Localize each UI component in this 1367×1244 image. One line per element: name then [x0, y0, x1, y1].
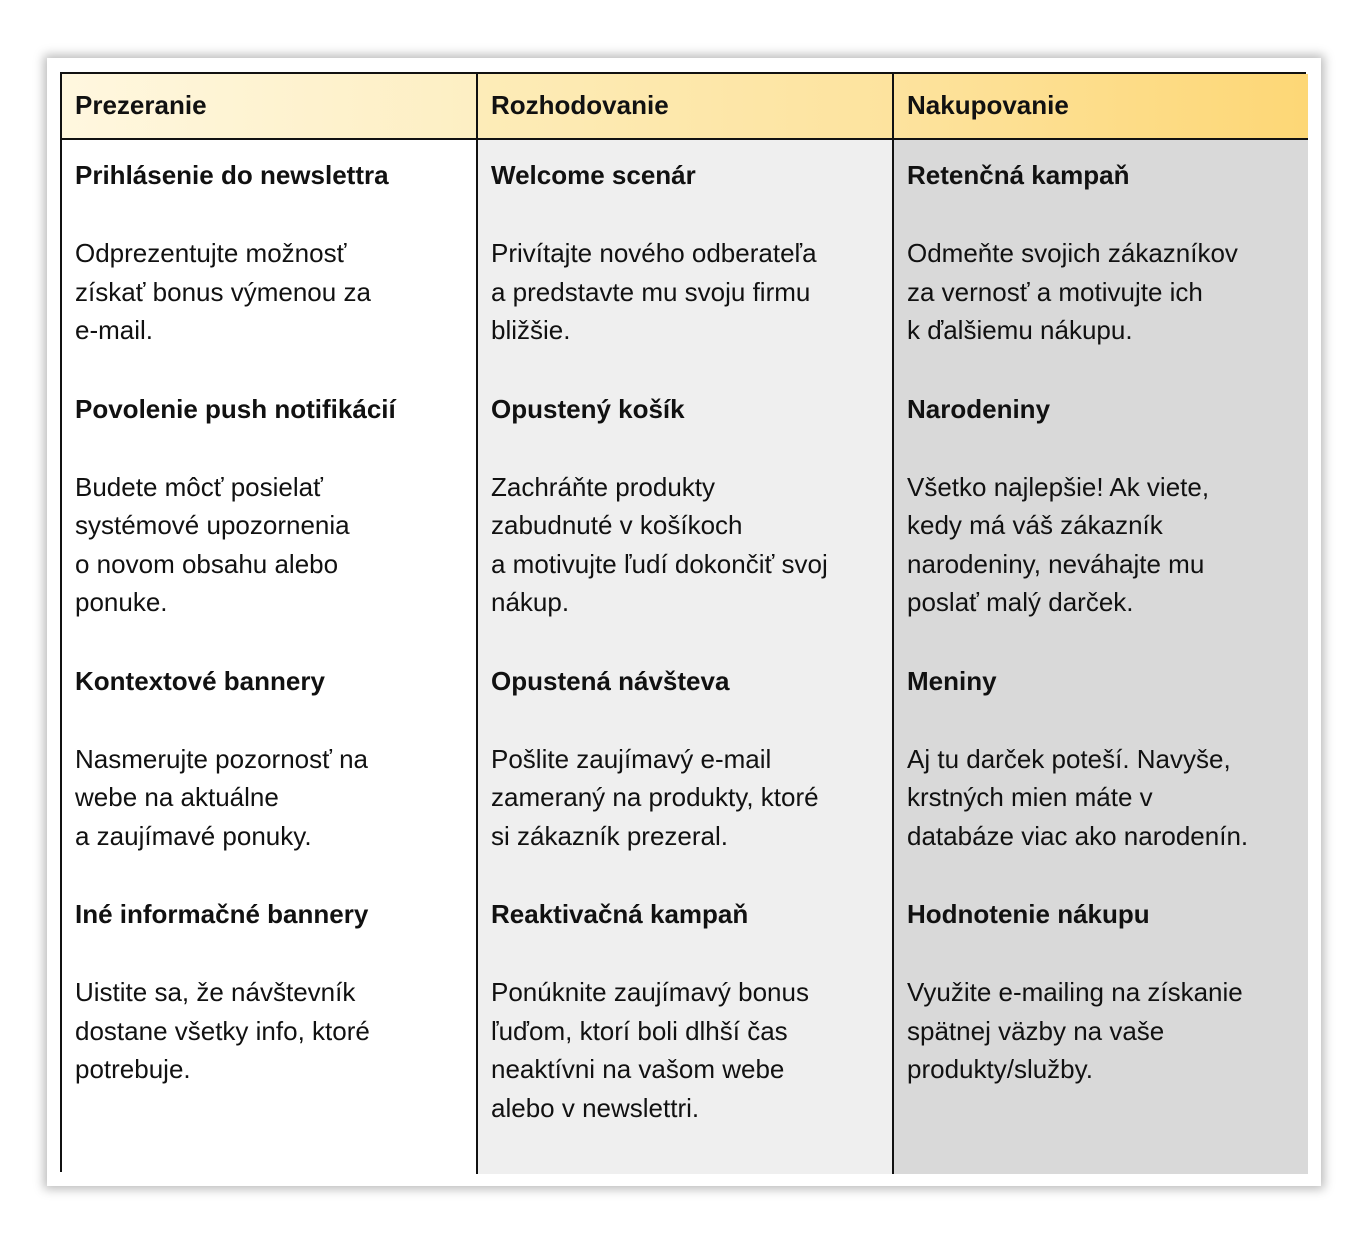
item-description: Ponúknite zaujímavý bonus ľuďom, ktorí boli dlhší čas neaktívni na vašom webe alebo v newslettri.: [491, 977, 809, 1123]
column-body-rozhodovanie: [478, 140, 894, 1174]
item-description: Využite e-mailing na získanie spätnej väzby na vaše produkty/služby.: [907, 977, 1243, 1084]
column-header-prezeranie: Prezeranie: [62, 74, 478, 140]
item-title: Retenčná kampaň: [907, 160, 1130, 190]
item-description: Zachráňte produkty zabudnuté v košíkoch a motivujte ľudí dokončiť svoj nákup.: [491, 471, 828, 617]
item-title: Reaktivačná kampaň: [491, 899, 749, 929]
item-description: Nasmerujte pozornosť na webe na aktuálne a zaujímavé ponuky.: [75, 743, 369, 851]
customer-journey-table: [60, 72, 1306, 1172]
item-description: Pošlite zaujímavý e-mail zameraný na produkty, ktoré si zákazník prezeral.: [491, 743, 819, 851]
item-description: Privítajte nového odberateľa a predstavte mu svoju firmu bližšie.: [491, 238, 817, 345]
item-description: Odmeňte svojich zákazníkov za vernosť a motivujte ich k ďalšiemu nákupu.: [907, 238, 1238, 345]
item-title: Opustený košík: [491, 393, 685, 424]
item-title: Narodeniny: [907, 393, 1051, 424]
table-frame: [47, 58, 1321, 1186]
item-title: Kontextové bannery: [75, 665, 325, 696]
item-description: Budete môcť posielať systémové upozornenia o novom obsahu alebo ponuke.: [75, 471, 350, 617]
item-description: Odprezentujte možnosť získať bonus výmenou za e-mail.: [75, 238, 371, 345]
item-title: Meniny: [907, 665, 997, 696]
item-description: Všetko najlepšie! Ak viete, kedy má váš zákazník narodeniny, neváhajte mu poslať malý darček.: [907, 471, 1210, 617]
column-body-nakupovanie: [894, 140, 1308, 1174]
column-header-rozhodovanie: Rozhodovanie: [478, 74, 894, 140]
item-title: Prihlásenie do newslettra: [75, 160, 389, 190]
column-body-prezeranie: [62, 140, 478, 1174]
item-title: Welcome scenár: [491, 160, 696, 190]
item-description: Uistite sa, že návštevník dostane všetky info, ktoré potrebuje.: [75, 977, 370, 1084]
item-title: Opustená návšteva: [491, 665, 730, 696]
item-title: Povolenie push notifikácií: [75, 393, 396, 424]
item-title: Iné informačné bannery: [75, 899, 369, 929]
item-title: Hodnotenie nákupu: [907, 899, 1150, 929]
column-header-nakupovanie: Nakupovanie: [894, 74, 1308, 140]
item-description: Aj tu darček poteší. Navyše, krstných mien máte v databáze viac ako narodenín.: [907, 743, 1249, 851]
